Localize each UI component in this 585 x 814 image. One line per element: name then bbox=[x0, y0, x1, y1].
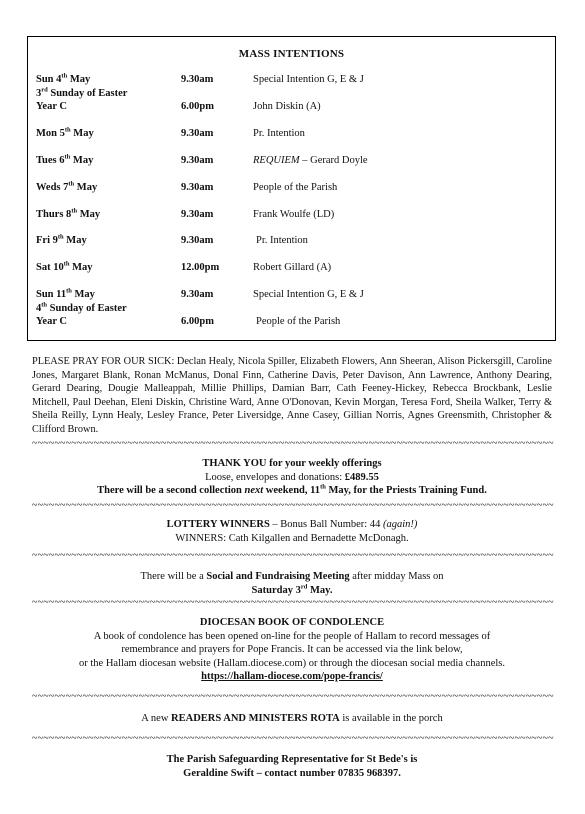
divider: ~~~~~~~~~~~~~~~~~~~~~~~~~~~~~~~~~~~~~~~~~~~~~~~~~~~~~~~~~~~~~~~~~~~~~~~~~~~~~~~~~~~~~~~~~~~~~ bbox=[32, 692, 554, 702]
mass-intentions-title: MASS INTENTIONS bbox=[238, 48, 345, 60]
divider: ~~~~~~~~~~~~~~~~~~~~~~~~~~~~~~~~~~~~~~~~~~~~~~~~~~~~~~~~~~~~~~~~~~~~~~~~~~~~~~~~~~~~~~~~~~~~~ bbox=[32, 501, 554, 511]
divider: ~~~~~~~~~~~~~~~~~~~~~~~~~~~~~~~~~~~~~~~~~~~~~~~~~~~~~~~~~~~~~~~~~~~~~~~~~~~~~~~~~~~~~~~~~~~~~ bbox=[32, 551, 554, 561]
thank-you-section: THANK YOU for your weekly offerings Loose, envelopes and donations: £489.55 There will be a second collection next weekend, 11th May, for the Priests Training Fund. bbox=[97, 458, 487, 497]
divider: ~~~~~~~~~~~~~~~~~~~~~~~~~~~~~~~~~~~~~~~~~~~~~~~~~~~~~~~~~~~~~~~~~~~~~~~~~~~~~~~~~~~~~~~~~~~~~ bbox=[32, 439, 554, 449]
condolence-section: DIOCESAN BOOK OF CONDOLENCE A book of condolence has been opened on-line for the people of Hallam to record messages of remembrance and prayers for Pope Francis. It can be accessed via the link below, or the Hallam diocesan website (Hallam.diocese.com) or through the diocesan social media channels. https://hallam-diocese.com/pope-francis/ bbox=[79, 617, 505, 683]
mass-intention: Special Intention G, E & J bbox=[253, 74, 364, 85]
meeting-section: There will be a Social and Fundraising Meeting after midday Mass on Saturday 3rd May. bbox=[140, 571, 444, 596]
mass-day: Sun 4th May 3rd Sunday of Easter Year C bbox=[36, 72, 128, 112]
condolence-link[interactable]: https://hallam-diocese.com/pope-francis/ bbox=[201, 671, 383, 683]
condolence-heading: DIOCESAN BOOK OF CONDOLENCE bbox=[199, 617, 385, 628]
mass-intentions-box: MASS INTENTIONS Sun 4th May 3rd Sunday of Easter Year C 9.30am Special Intention G, E & J 6.00pm John Diskin (A) Mon 5th May 9.30am Pr. Intention Tues 6th May 9.30am REQUIEM – Gerard Doyle Weds 7th May 9.30am People of the Parish Thurs 8th May 9.30am Frank Woulfe (LD) Fri 9th May 9.30am Pr. Intention Sat 10th May 12.00pm Robert Gillard (A) Sun 11th May 4th Sunday of Easter Year C 9.30am Special Intention G, E & J 6.00pm People of the Parish bbox=[27, 36, 556, 341]
divider: ~~~~~~~~~~~~~~~~~~~~~~~~~~~~~~~~~~~~~~~~~~~~~~~~~~~~~~~~~~~~~~~~~~~~~~~~~~~~~~~~~~~~~~~~~~~~~ bbox=[32, 734, 554, 744]
divider: ~~~~~~~~~~~~~~~~~~~~~~~~~~~~~~~~~~~~~~~~~~~~~~~~~~~~~~~~~~~~~~~~~~~~~~~~~~~~~~~~~~~~~~~~~~~~~ bbox=[32, 598, 554, 608]
sick-prayer-list: PLEASE PRAY FOR OUR SICK: Declan Healy, Nicola Spiller, Elizabeth Flowers, Ann Sheeran, Alison Pickersgill, Caroline Jones, Margaret Blank, Ronan McManus, Donal Finn, Catherine Davis, Peter Davison, Ann Lawrence, Anthony Dearing, Gerard Dearing, Dougie Malleappah, Millie Phillips, Damian Barr, Cath Feeney-Hickey, Rebecca Brockbank, Leslie Mitchell, Paul Deehan, Eleni Diskin, Christine Ward, Anne O'Donovan, Kevin Morgan, Teresa Ford, Sheila Walker, Terry & Sheila Reilly, Lynn Healy, Lesley France, Peter Liversidge, Anne Casey, Gillian Norris, Agnes Greensmith, Christopher & Clifford Brown. bbox=[32, 356, 552, 435]
rota-section: A new READERS AND MINISTERS ROTA is available in the porch bbox=[141, 713, 443, 724]
lottery-section: LOTTERY WINNERS – Bonus Ball Number: 44 (again!) WINNERS: Cath Kilgallen and Bernadette McDonagh. bbox=[166, 519, 418, 544]
mass-intention: John Diskin (A) bbox=[253, 101, 321, 112]
safeguarding-section: The Parish Safeguarding Representative for St Bede's is Geraldine Swift – contact number 07835 968397. bbox=[166, 754, 418, 779]
mass-time: 6.00pm bbox=[181, 101, 214, 112]
mass-time: 9.30am bbox=[181, 74, 214, 85]
